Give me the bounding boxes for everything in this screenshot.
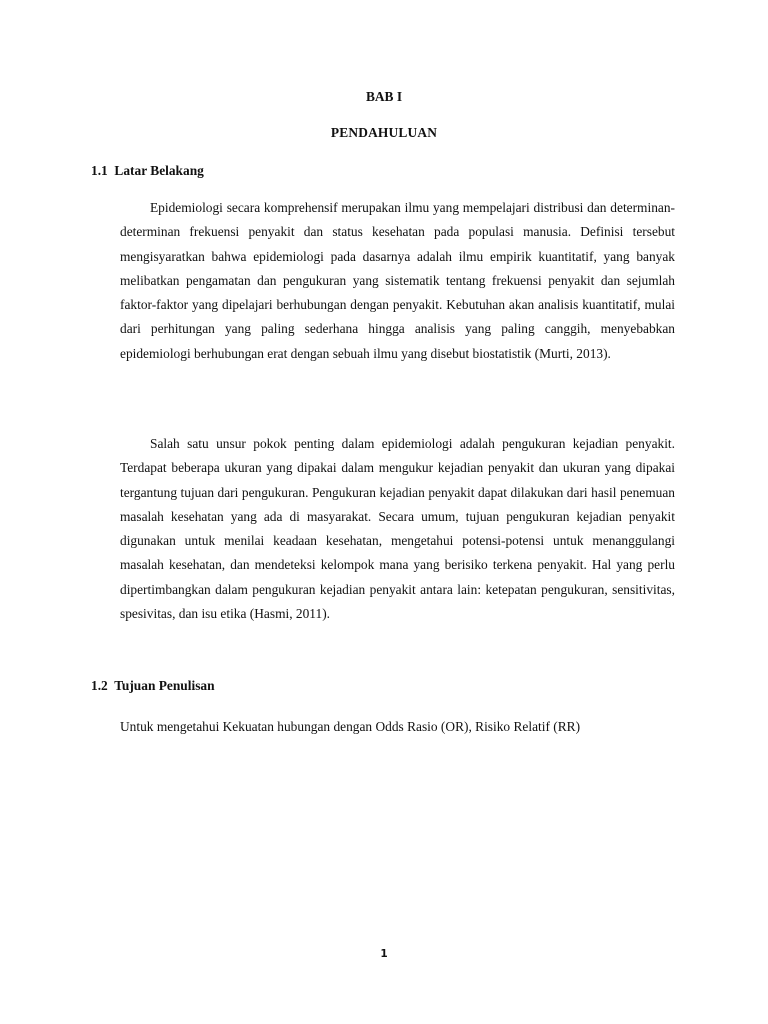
chapter-number: BAB I — [365, 89, 403, 104]
chapter-title: PENDAHULUAN — [330, 125, 438, 140]
paragraph-epidemiologi-definition: Epidemiologi secara komprehensif merupakan ilmu yang mempelajari distribusi dan determinan-determinan frekuensi penyakit dan status kesehatan pada populasi manusia. Definisi tersebut mengisyaratkan bahwa epidemiologi pada dasarnya adalah ilmu empirik kuantitatif, yang banyak melibatkan pengamatan dan pengukuran yang sistematik tentang frekuensi penyakit dan sejumlah faktor-faktor yang dipelajari berhubungan dengan penyakit. Kebutuhan akan analisis kuantitatif, mulai dari perhitungan yang paling sederhana hingga analisis yang paling canggih, menyebabkan epidemiologi berhubungan erat dengan sebuah ilmu yang disebut biostatistik (Murti, 2013). — [120, 200, 675, 361]
paragraph-disease-measurement: Salah satu unsur pokok penting dalam epidemiologi adalah pengukuran kejadian penyakit. Terdapat beberapa ukuran yang dipakai dalam mengukur kejadian penyakit dan ukuran yang dipakai tergantung tujuan dari pengukuran. Pengukuran kejadian penyakit dapat dilakukan dari hasil penemuan masalah kesehatan yang ada di masyarakat. Secara umum, tujuan pengukuran kejadian penyakit digunakan untuk menilai keadaan kesehatan, mengetahui potensi-potensi untuk menanggulangi masalah kesehatan, dan mendeteksi kelompok mana yang berisiko terkena penyakit. Hal yang perlu dipertimbangkan dalam pengukuran kejadian penyakit antara lain: ketepatan pengukuran, sensitivitas, spesivitas, dan isu etika (Hasmi, 2011). — [120, 436, 675, 622]
page-number: 1 — [380, 948, 388, 960]
paragraph-tujuan: Untuk mengetahui Kekuatan hubungan dengan Odds Rasio (OR), Risiko Relatif (RR) — [120, 719, 581, 734]
section-heading-tujuan-penulisan: 1.2 Tujuan Penulisan — [91, 678, 215, 693]
section-heading-latar-belakang: 1.1 Latar Belakang — [91, 163, 204, 178]
